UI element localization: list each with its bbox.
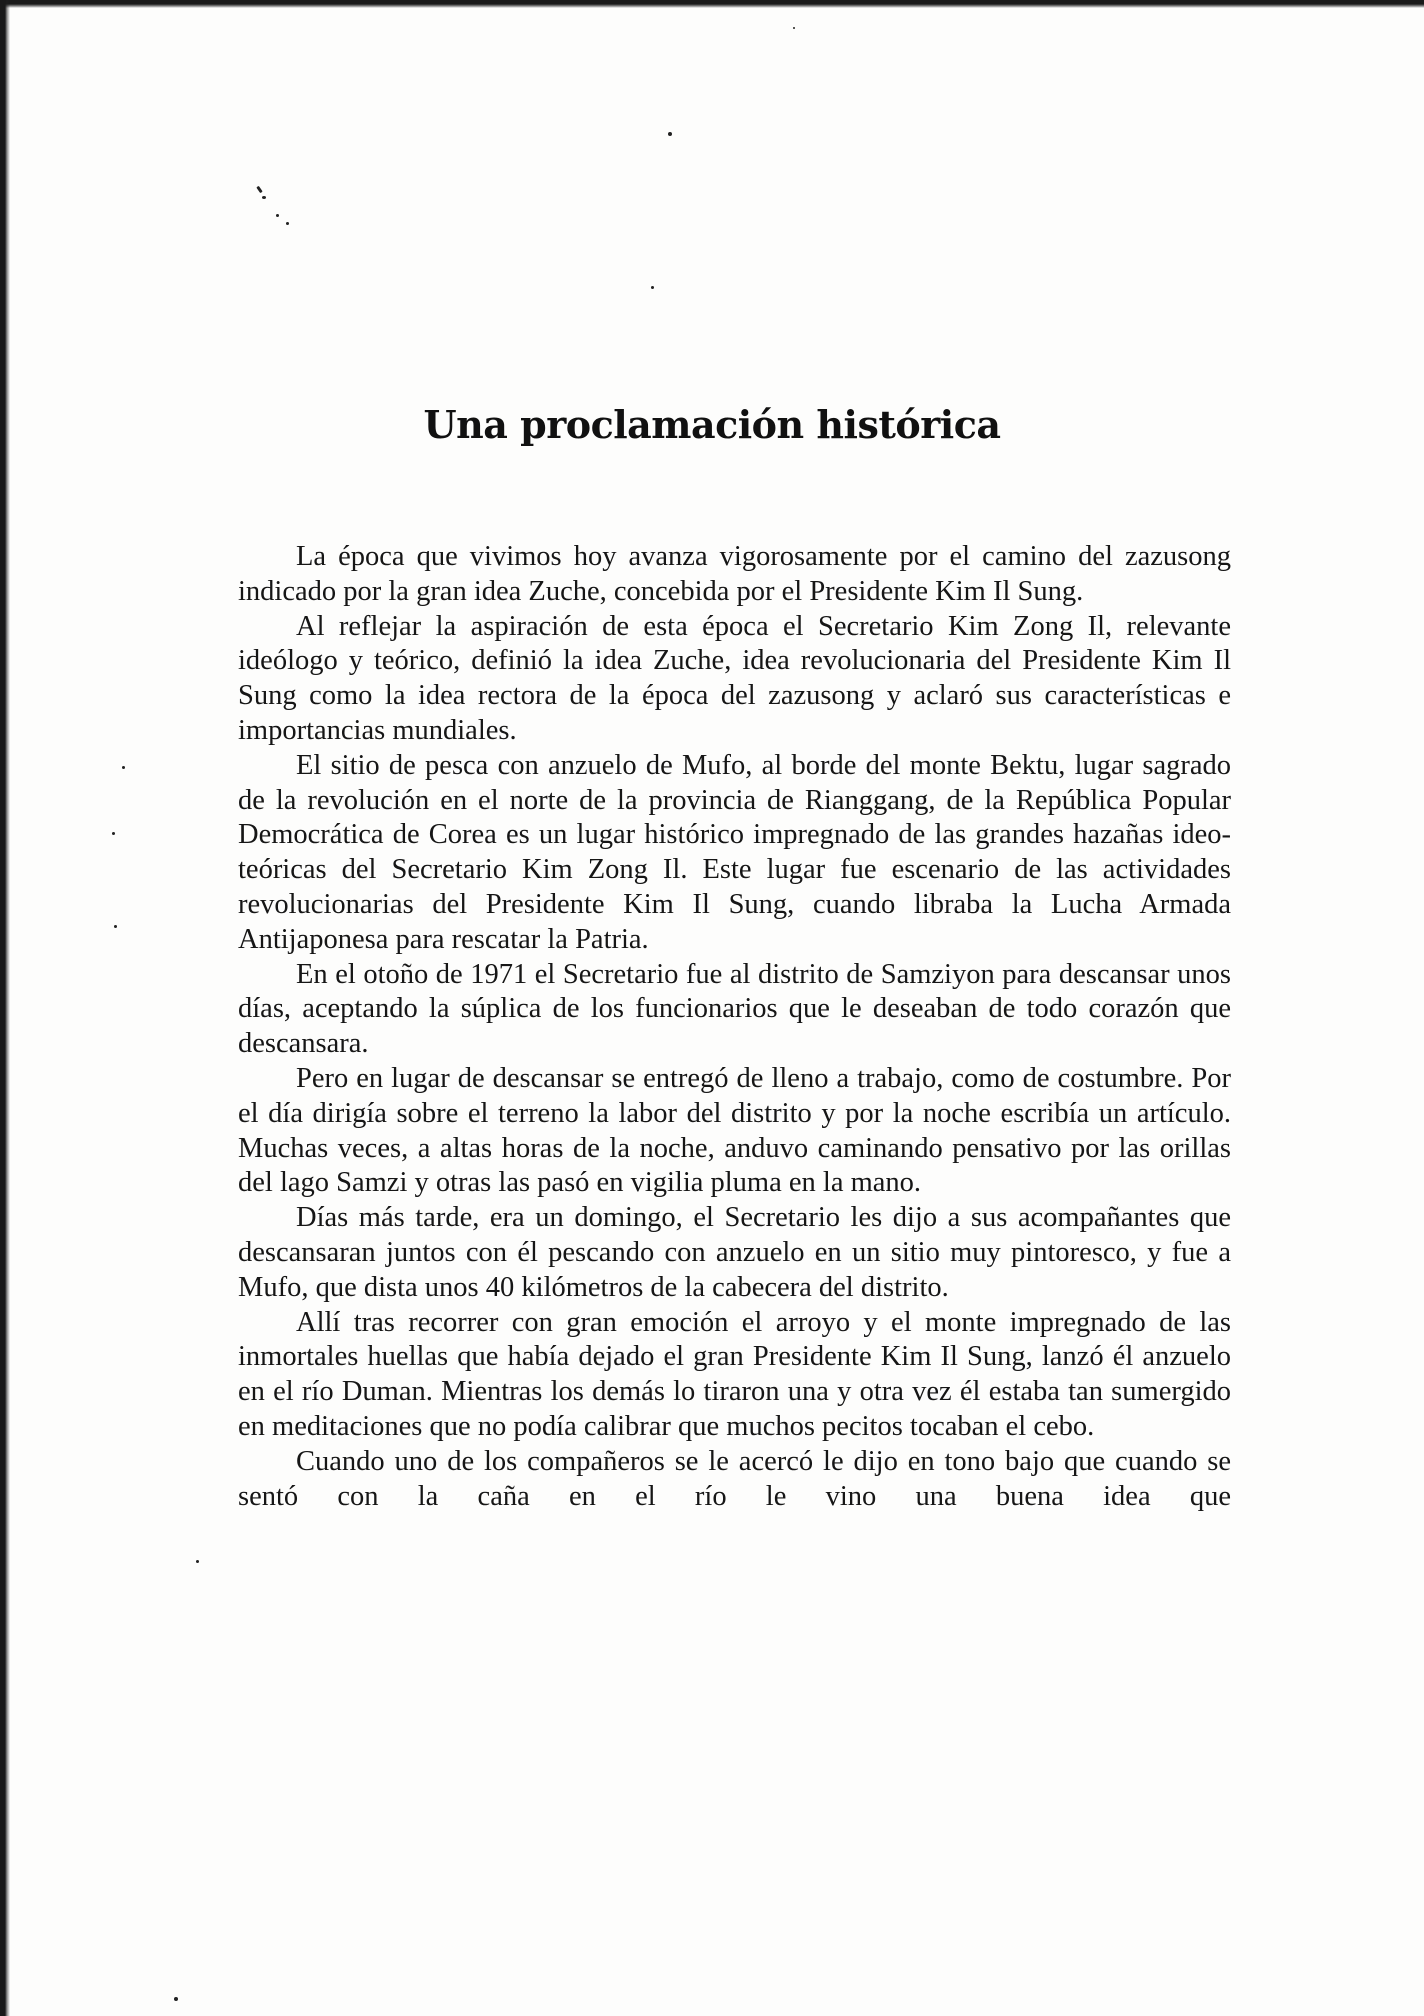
paragraph: El sitio de pesca con anzuelo de Mufo, al borde del monte Bektu, lugar sagrado de la revolución en el norte de la provincia de Rianggang, de la República Popular Democrática de Corea es un lugar histórico impregnado de las grandes hazañas ideo-teóricas del Secretario Kim Zong Il. Este lugar fue escenario de las actividades revolucionarias del Presidente Kim Il Sung, cuando libraba la Lucha Armada Antijaponesa para rescatar la Patria. [238, 749, 1231, 955]
scan-speck [256, 186, 262, 193]
paragraph: Pero en lugar de descansar se entregó de lleno a trabajo, como de costumbre. Por el día dirigía sobre el terreno la labor del distrito y por la noche escribía un artículo. Muchas veces, a altas horas de la noche, anduvo caminando pensativo por las orillas del lago Samzi y otras las pasó en vigilia pluma en la mano. [238, 1062, 1231, 1199]
paragraph: Cuando uno de los compañeros se le acercó le dijo en tono bajo que cuando se sentó con la caña en el río le vino una buena idea que [238, 1445, 1231, 1512]
scan-edge-top [0, 0, 1424, 8]
scan-speck [286, 222, 289, 225]
paragraph: Días más tarde, era un domingo, el Secretario les dijo a sus acompañantes que descansaran juntos con él pescando con anzuelo en un sitio muy pintoresco, y fue a Mufo, que dista unos 40 kilómetros de la cabecera del distrito. [238, 1202, 1231, 1303]
scan-speck [122, 766, 125, 769]
paragraph: Al reflejar la aspiración de esta época el Secretario Kim Zong Il, relevante ideólogo y teórico, definió la idea Zuche, idea revolucionaria del Presidente Kim Il Sung como la idea rectora de la época del zazusong y aclaró sus características e importancias mundiales. [238, 610, 1231, 746]
scan-speck [112, 832, 115, 835]
scan-speck [196, 1560, 199, 1563]
scan-speck [651, 286, 654, 289]
scan-edge-left [0, 0, 10, 2016]
scan-speck [262, 196, 266, 199]
paragraph: La época que vivimos hoy avanza vigorosamente por el camino del zazusong indicado por la gran idea Zuche, concebida por el Presidente Kim Il Sung. [238, 541, 1231, 607]
article-body [238, 540, 1231, 1514]
paragraph: En el otoño de 1971 el Secretario fue al distrito de Samziyon para descansar unos días, aceptando la súplica de los funcionarios que le deseaban de todo corazón que descansara. [238, 958, 1231, 1060]
paragraph: Allí tras recorrer con gran emoción el arroyo y el monte impregnado de las inmortales huellas que había dejado el gran Presidente Kim Il Sung, lanzó él anzuelo en el río Duman. Mientras los demás lo tiraron una y otra vez él estaba tan sumergido en meditaciones que no podía calibrar que muchos pecitos tocaban el cebo. [238, 1306, 1231, 1442]
scan-speck [174, 1997, 178, 2001]
scan-speck [668, 132, 672, 136]
scan-speck [793, 27, 795, 29]
scan-speck [276, 214, 279, 217]
scan-speck [114, 925, 117, 928]
page-title: Una proclamación histórica [423, 402, 1001, 447]
